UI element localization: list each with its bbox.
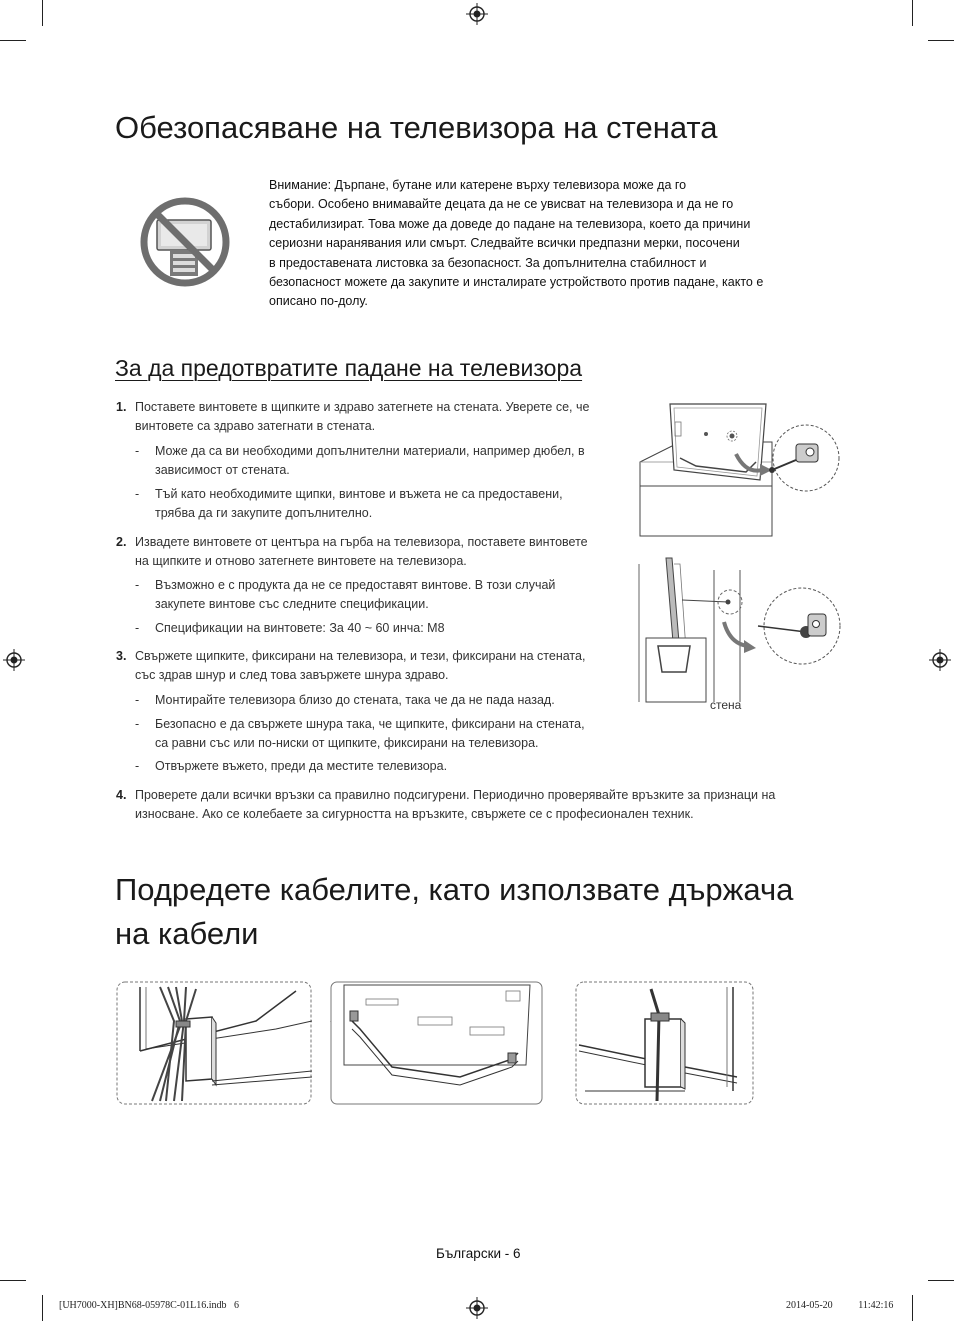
step-number: 1.	[116, 400, 127, 414]
text-line: Може да са ви необходими допълнителни материали, например дюбел, в	[155, 444, 585, 458]
registration-mark-icon	[929, 649, 951, 671]
sub-item: - Монтирайте телевизора близо до стената, така че да не пада назад.	[135, 691, 625, 710]
tv-back-bracket-illustration	[636, 400, 846, 542]
screw-spec: Спецификации на винтовете: За 40 ~ 60 инча: M8	[155, 621, 445, 635]
text-line: закупете винтове със следните спецификации.	[155, 597, 429, 612]
crop-mark	[912, 1295, 913, 1321]
title-line: на кабели	[115, 916, 259, 951]
title-line: Подредете кабелите, като използвате държача	[115, 872, 794, 907]
text-line: Възможно е с продукта да не се предоставят винтове. В този случай	[155, 578, 556, 592]
sub-item: - Тъй като необходимите щипки, винтове и въжета не са предоставени, трябва да ги закупите допълнително.	[135, 485, 625, 524]
text-line: дестабилизират. Това може да доведе до падане на телевизора, което да причини	[269, 216, 751, 231]
text-line: в предоставената листовка за безопасност. За допълнителна стабилност и	[269, 255, 707, 270]
text-line: зависимост от стената.	[155, 463, 290, 478]
step-item	[116, 786, 835, 825]
text-line: трябва да ги закупите допълнително.	[155, 506, 373, 521]
text-line: Отвържете въжето, преди да местите телевизора.	[155, 759, 448, 773]
cable-holder-closeup-right	[575, 981, 754, 1105]
step-item	[116, 647, 625, 686]
tv-back-cable-holder-illustration	[330, 981, 543, 1105]
step-number: 3.	[116, 649, 127, 663]
text-line: Безопасно е да свържете шнура така, че щипките, фиксирани на стената,	[155, 717, 585, 731]
sub-item: - Спецификации на винтовете: За 40 ~ 60 инча: M8	[135, 619, 625, 638]
text-line: Свържете щипките, фиксирани на телевизора, и тези, фиксирани на стената,	[135, 649, 586, 663]
crop-mark	[0, 1280, 26, 1281]
section-title	[115, 868, 793, 956]
print-datetime: 2014-05-20 ￿￿ 11:42:16	[786, 1300, 894, 1311]
text-line: са равни със или по-ниски от щипките, фиксирани на телевизора.	[155, 736, 539, 751]
crop-mark	[928, 40, 954, 41]
text-line: Проверете дали всички връзки са правилно подсигурени. Периодично проверявайте връзките за признаци на	[135, 788, 776, 802]
text-line: безопасност можете да закупите и инсталирате устройството против падане, както е	[269, 275, 764, 290]
cable-holder-closeup-left	[116, 981, 312, 1105]
text-line: описано по-долу.	[269, 294, 368, 309]
text-line: Извадете винтовете от центъра на гърба на телевизора, поставете винтовете	[135, 535, 588, 549]
step-number: 2.	[116, 535, 127, 549]
step-item	[116, 533, 625, 572]
sub-item: - Възможно е с продукта да не се предоставят винтове. В този случай закупете винтове със следните спецификации.	[135, 576, 625, 615]
text-line: Внимание: Дърпане, бутане или катерене върху телевизора може да го	[269, 178, 687, 192]
crop-mark	[912, 0, 913, 26]
text-line: на щипките и отново затегнете винтовете на телевизора.	[135, 554, 467, 569]
sub-item: - Може да са ви необходими допълнителни материали, например дюбел, в зависимост от стената.	[135, 442, 625, 481]
wall-label: стена	[710, 698, 742, 712]
sub-item: - Безопасно е да свържете шнура така, че щипките, фиксирани на стената, са равни със или по-ниски от щипките, фиксирани на телевизора.	[135, 715, 625, 754]
text-line: сериозни наранявания или смърт. Следвайте всички предпазни мерки, посочени	[269, 236, 740, 251]
step-number: 4.	[116, 788, 127, 802]
crop-mark	[928, 1280, 954, 1281]
subsection-title: За да предотвратите падане на телевизора	[115, 355, 583, 381]
text-line: Монтирайте телевизора близо до стената, така че да не пада назад.	[155, 693, 555, 707]
registration-mark-icon	[466, 1297, 488, 1319]
file-info: [UH7000-XH]BN68-05978C-01L16.indb 6	[59, 1300, 239, 1311]
text-line: винтовете са здраво затегнати в стената.	[135, 419, 376, 434]
text-line: със здрав шнур и след това завържете шнура здраво.	[135, 668, 449, 683]
sub-item: - Отвържете въжето, преди да местите телевизора.	[135, 757, 625, 776]
crop-mark	[0, 40, 26, 41]
registration-mark-icon	[466, 3, 488, 25]
tv-wall-side-illustration	[636, 556, 846, 704]
crop-mark	[42, 1295, 43, 1321]
section-title: Обезопасяване на телевизора на стената	[115, 110, 718, 145]
step-item	[116, 398, 625, 437]
text-line: събори. Особено внимавайте децата да не се увисват на телевизора и да не го	[269, 197, 734, 212]
text-line: Тъй като необходимите щипки, винтове и въжета не са предоставени,	[155, 487, 563, 501]
registration-mark-icon	[3, 649, 25, 671]
crop-mark	[42, 0, 43, 26]
text-line: износване. Ако се колебаете за сигурността на връзките, свържете се с професионален техник.	[135, 807, 694, 822]
no-climbing-on-tv-icon	[139, 196, 231, 288]
text-line: Поставете винтовете в щипките и здраво затегнете на стената. Уверете се, че	[135, 400, 590, 414]
page-number: Български - 6	[436, 1246, 521, 1261]
safety-warning	[269, 176, 839, 312]
